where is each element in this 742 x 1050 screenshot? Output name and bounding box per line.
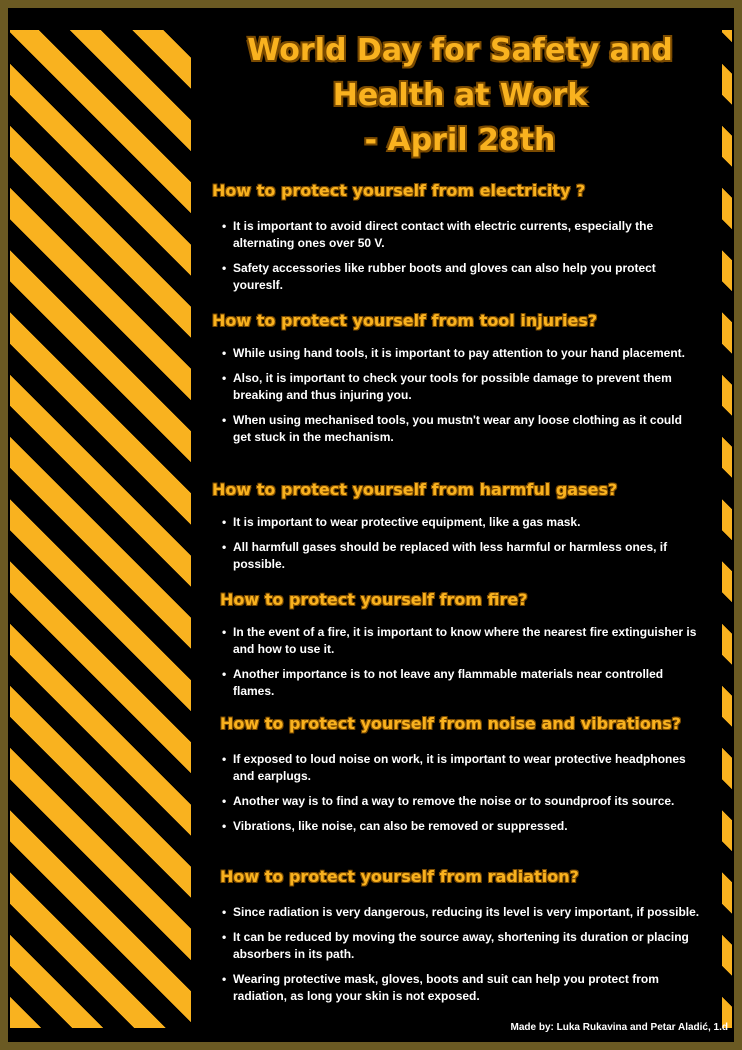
title-line-1: World Day for Safety and [247, 33, 673, 68]
list-harmful-gases [222, 514, 700, 581]
list-item: • If exposed to loud noise on work, it is important to wear protective headphones and earplugs. [222, 751, 700, 785]
title-line-3: - April 28th [364, 123, 556, 158]
list-item: • Vibrations, like noise, can also be removed or suppressed. [222, 818, 700, 835]
list-item: • Another way is to find a way to remove the noise or to soundproof its source. [222, 793, 700, 810]
list-electricity [222, 218, 700, 302]
heading-electricity: How to protect yourself from electricity ? [212, 181, 586, 200]
heading-radiation: How to protect yourself from radiation? [220, 867, 579, 886]
list-item: • It can be reduced by moving the source away, shortening its duration or placing absorbers in its path. [222, 929, 700, 963]
list-item: • While using hand tools, it is important to pay attention to your hand placement. [222, 345, 700, 362]
list-item: • Safety accessories like rubber boots and gloves can also help you protect youreslf. [222, 260, 700, 294]
list-item: • It is important to wear protective equipment, like a gas mask. [222, 514, 700, 531]
list-item: • Also, it is important to check your tools for possible damage to prevent them breaking and thus injuring you. [222, 370, 700, 404]
list-item: • Wearing protective mask, gloves, boots and suit can help you protect from radiation, as long your skin is not exposed. [222, 971, 700, 1005]
list-item: • Since radiation is very dangerous, reducing its level is very important, if possible. [222, 904, 700, 921]
footer-credits: Made by: Luka Rukavina and Petar Aladić, 1.d [510, 1022, 728, 1033]
heading-tool-injuries: How to protect yourself from tool injuries? [212, 311, 598, 330]
poster-title [210, 28, 710, 163]
hazard-stripes-left [10, 30, 191, 1028]
list-item: • It is important to avoid direct contact with electric currents, especially the alternating ones over 50 V. [222, 218, 700, 252]
list-item: • In the event of a fire, it is important to know where the nearest fire extinguisher is and how to use it. [222, 624, 700, 658]
heading-fire: How to protect yourself from fire? [220, 590, 528, 609]
list-item: • When using mechanised tools, you mustn't wear any loose clothing as it could get stuck in the mechanism. [222, 412, 700, 446]
list-noise-vibrations [222, 751, 700, 843]
title-line-2: Health at Work [332, 78, 588, 113]
list-item: • All harmfull gases should be replaced with less harmful or harmless ones, if possible. [222, 539, 700, 573]
hazard-stripes-right [722, 30, 732, 1028]
heading-noise-vibrations: How to protect yourself from noise and vibrations? [220, 714, 682, 733]
list-radiation [222, 904, 700, 1013]
list-item: • Another importance is to not leave any flammable materials near controlled flames. [222, 666, 700, 700]
heading-harmful-gases: How to protect yourself from harmful gases? [212, 480, 618, 499]
list-fire [222, 624, 700, 708]
list-tool-injuries [222, 345, 700, 454]
